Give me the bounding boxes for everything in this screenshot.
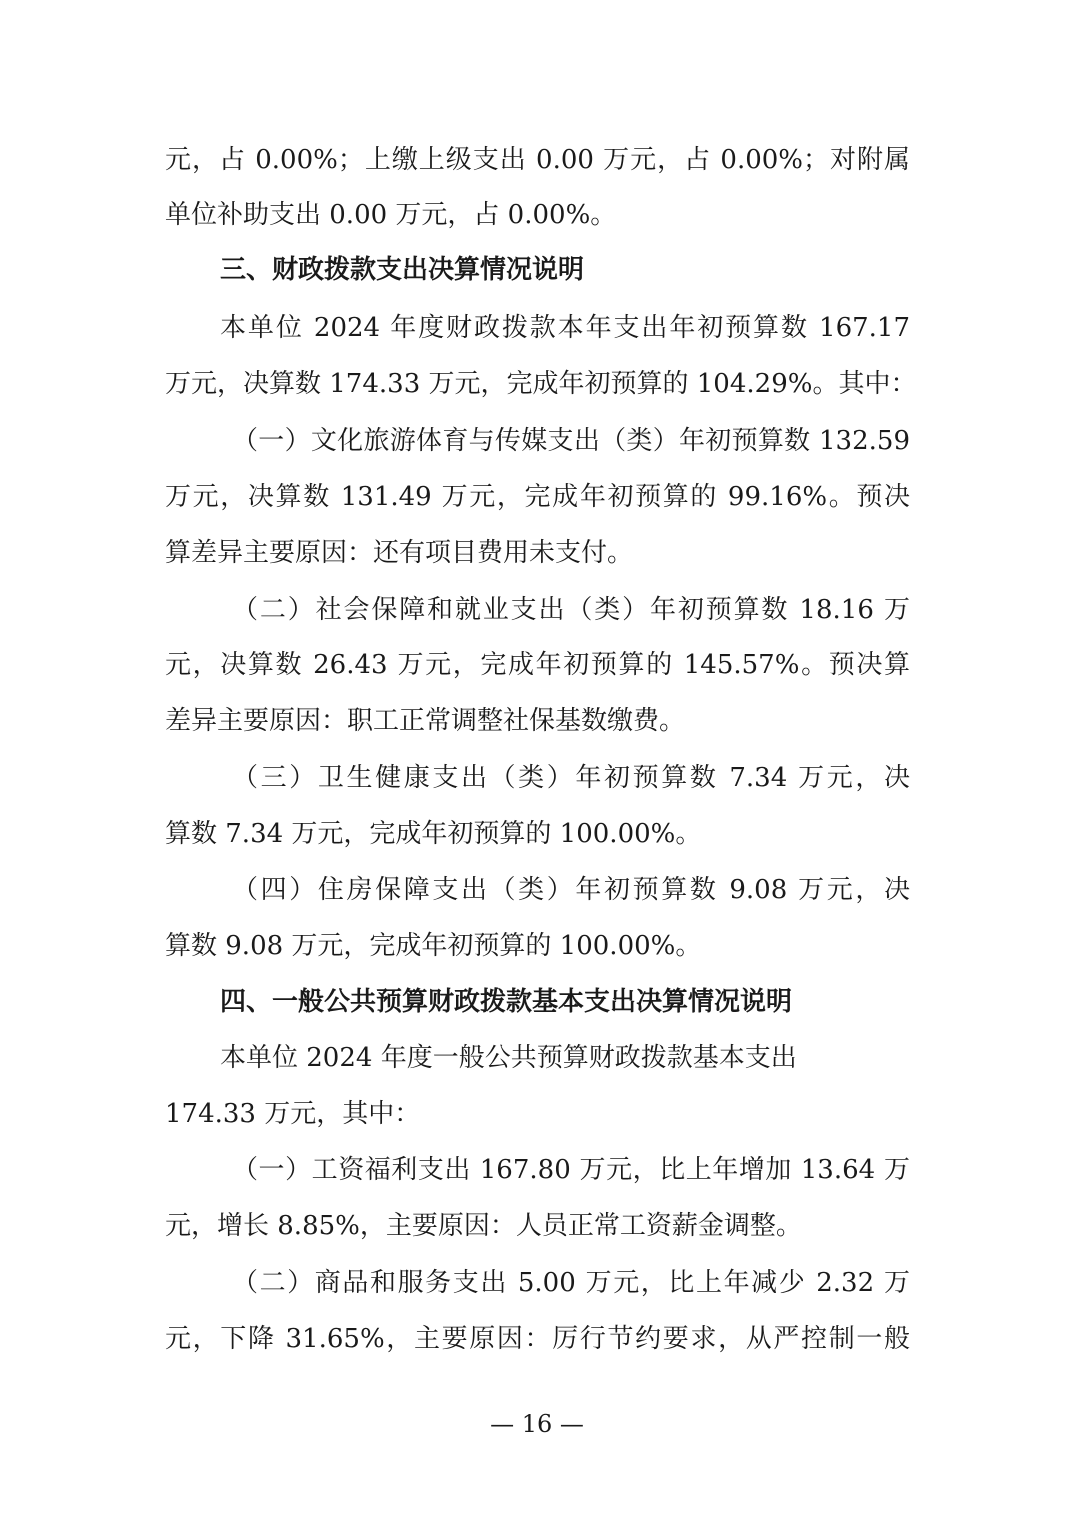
body-text-line: （一）工资福利支出 167.80 万元，比上年增加 13.64 万 xyxy=(232,1155,910,1185)
body-text-line: 元，增长 8.85%，主要原因：人员正常工资薪金调整。 xyxy=(165,1211,802,1241)
body-text-line: 元，决算数 26.43 万元，完成年初预算的 145.57%。预决算 xyxy=(165,650,910,680)
body-text-line: （一）文化旅游体育与传媒支出（类）年初预算数 132.59 xyxy=(232,426,910,456)
body-text-line: （三）卫生健康支出（类）年初预算数 7.34 万元，决 xyxy=(232,763,910,793)
body-text-line: 单位补助支出 0.00 万元，占 0.00%。 xyxy=(165,200,617,230)
page-number: — 16 — xyxy=(490,1410,584,1438)
body-text-line: 174.33 万元，其中： xyxy=(165,1099,421,1129)
body-text-line: （二）商品和服务支出 5.00 万元，比上年减少 2.32 万 xyxy=(232,1268,910,1298)
body-text-line: 算差异主要原因：还有项目费用未支付。 xyxy=(165,538,634,568)
body-text-line: 算数 7.34 万元，完成年初预算的 100.00%。 xyxy=(165,819,702,849)
body-text-line: 万元，决算数 174.33 万元，完成年初预算的 104.29%。其中： xyxy=(165,369,917,399)
section-heading-4: 四、一般公共预算财政拨款基本支出决算情况说明 xyxy=(220,987,793,1017)
body-text-line: 算数 9.08 万元，完成年初预算的 100.00%。 xyxy=(165,931,702,961)
body-text-line: （二）社会保障和就业支出（类）年初预算数 18.16 万 xyxy=(232,595,910,625)
section-heading-3: 三、财政拨款支出决算情况说明 xyxy=(220,255,585,285)
body-text-line: （四）住房保障支出（类）年初预算数 9.08 万元，决 xyxy=(232,875,910,905)
body-text-line: 元，占 0.00%；上缴上级支出 0.00 万元，占 0.00%；对附属 xyxy=(165,145,910,175)
body-text-line: 本单位 2024 年度一般公共预算财政拨款基本支出 xyxy=(220,1043,797,1073)
body-text-line: 差异主要原因：职工正常调整社保基数缴费。 xyxy=(165,706,686,736)
body-text-line: 本单位 2024 年度财政拨款本年支出年初预算数 167.17 xyxy=(220,313,910,343)
body-text-line: 万元，决算数 131.49 万元，完成年初预算的 99.16%。预决 xyxy=(165,482,910,512)
body-text-line: 元，下降 31.65%，主要原因：厉行节约要求，从严控制一般 xyxy=(165,1324,910,1354)
